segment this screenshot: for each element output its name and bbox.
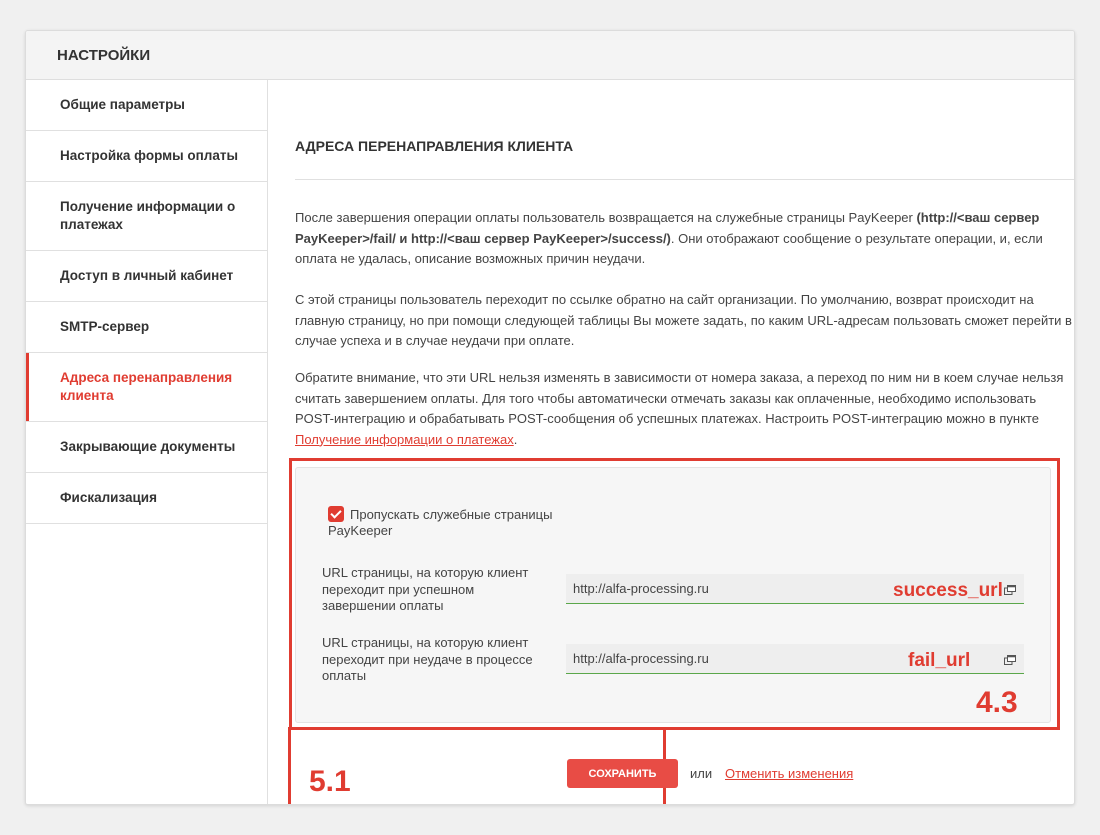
success-url-label: URL страницы, на которую клиент переходит при успешном завершении оплаты — [322, 565, 529, 613]
sidebar-item-payment-info[interactable] — [26, 182, 267, 251]
sidebar-item-general[interactable] — [26, 80, 267, 131]
section-title: АДРЕСА ПЕРЕНАПРАВЛЕНИЯ КЛИЕНТА — [295, 138, 574, 154]
annotation-box-form — [289, 458, 1060, 730]
sidebar-item-label: Настройка формы оплаты — [60, 148, 239, 163]
sidebar-item-label: Закрывающие документы — [60, 439, 236, 454]
annotation-label-4-3: 4.3 — [976, 686, 1018, 719]
sidebar-item-label: Фискализация — [60, 490, 157, 505]
payment-info-link[interactable]: Получение информации о платежах — [295, 431, 514, 447]
checkbox-label: Пропускать служебные страницы PayKeeper — [328, 507, 553, 538]
sidebar-item-label: SMTP-сервер — [60, 319, 150, 334]
sidebar-item-fiscalization[interactable] — [26, 473, 267, 524]
settings-sidebar — [26, 80, 268, 804]
cancel-changes-link[interactable]: Отменить изменения — [725, 766, 854, 781]
service-pages-urls: (http://<ваш сервер PayKeeper>/fail/ и http://<ваш сервер PayKeeper>/success/) — [295, 210, 1040, 246]
description-text: После завершения операции оплаты пользователь возвращается на служебные страницы PayKeeper — [295, 210, 917, 225]
sidebar-item-label: Общие параметры — [60, 97, 185, 112]
annotation-label-5-1: 5.1 — [309, 765, 351, 798]
sidebar-item-payment-form[interactable] — [26, 131, 267, 182]
sidebar-item-smtp[interactable] — [26, 302, 267, 353]
main-content — [269, 80, 1074, 804]
description-text: . — [513, 431, 518, 447]
description-text: . Они отображают сообщение о результате операции, и, если оплата не удалась, описание возможных причин неудачи. — [295, 230, 1043, 266]
description-paragraph-2: С этой страницы пользователь переходит по ссылке обратно на сайт организации. По умолчанию, возврат происходит на главную страницу, но при помощи следующей таблицы Вы можете задать, по каким URL-адресам пользовать сможет перейти в случае успеха и в случае неудачи при оплате. — [295, 292, 1072, 348]
description-paragraph-3 — [295, 368, 1075, 450]
fail-url-annotation: fail_url — [908, 650, 971, 671]
description-text: Обратите внимание, что эти URL нельзя изменять в зависимости от номера заказа, а переход по ним ни в коем случае нельзя считать завершением оплаты. Для того чтобы автоматически отмечать заказы как оплаченные, необходимо использовать POST-интеграцию и обрабатывать POST-сообщения об успешных платежах. Настроить POST-интеграцию можно в пункте — [295, 370, 1064, 426]
description-paragraph-1 — [295, 208, 1075, 270]
sidebar-item-cabinet-access[interactable] — [26, 251, 267, 302]
or-text: или — [690, 766, 713, 781]
sidebar-item-redirect-addresses[interactable] — [26, 353, 267, 422]
sidebar-item-label: Доступ в личный кабинет — [60, 268, 234, 283]
sidebar-item-label: Адреса перенаправления клиента — [60, 370, 233, 403]
save-button[interactable]: СОХРАНИТЬ — [567, 759, 678, 788]
success-url-annotation: success_url — [893, 580, 1003, 601]
sidebar-item-closing-documents[interactable] — [26, 422, 267, 473]
page-title: НАСТРОЙКИ — [26, 31, 1074, 80]
sidebar-item-label: Получение информации о платежах — [60, 199, 236, 232]
settings-panel — [25, 30, 1075, 805]
section-divider — [295, 179, 1074, 180]
fail-url-label: URL страницы, на которую клиент переходит при неудаче в процессе оплаты — [322, 635, 533, 683]
